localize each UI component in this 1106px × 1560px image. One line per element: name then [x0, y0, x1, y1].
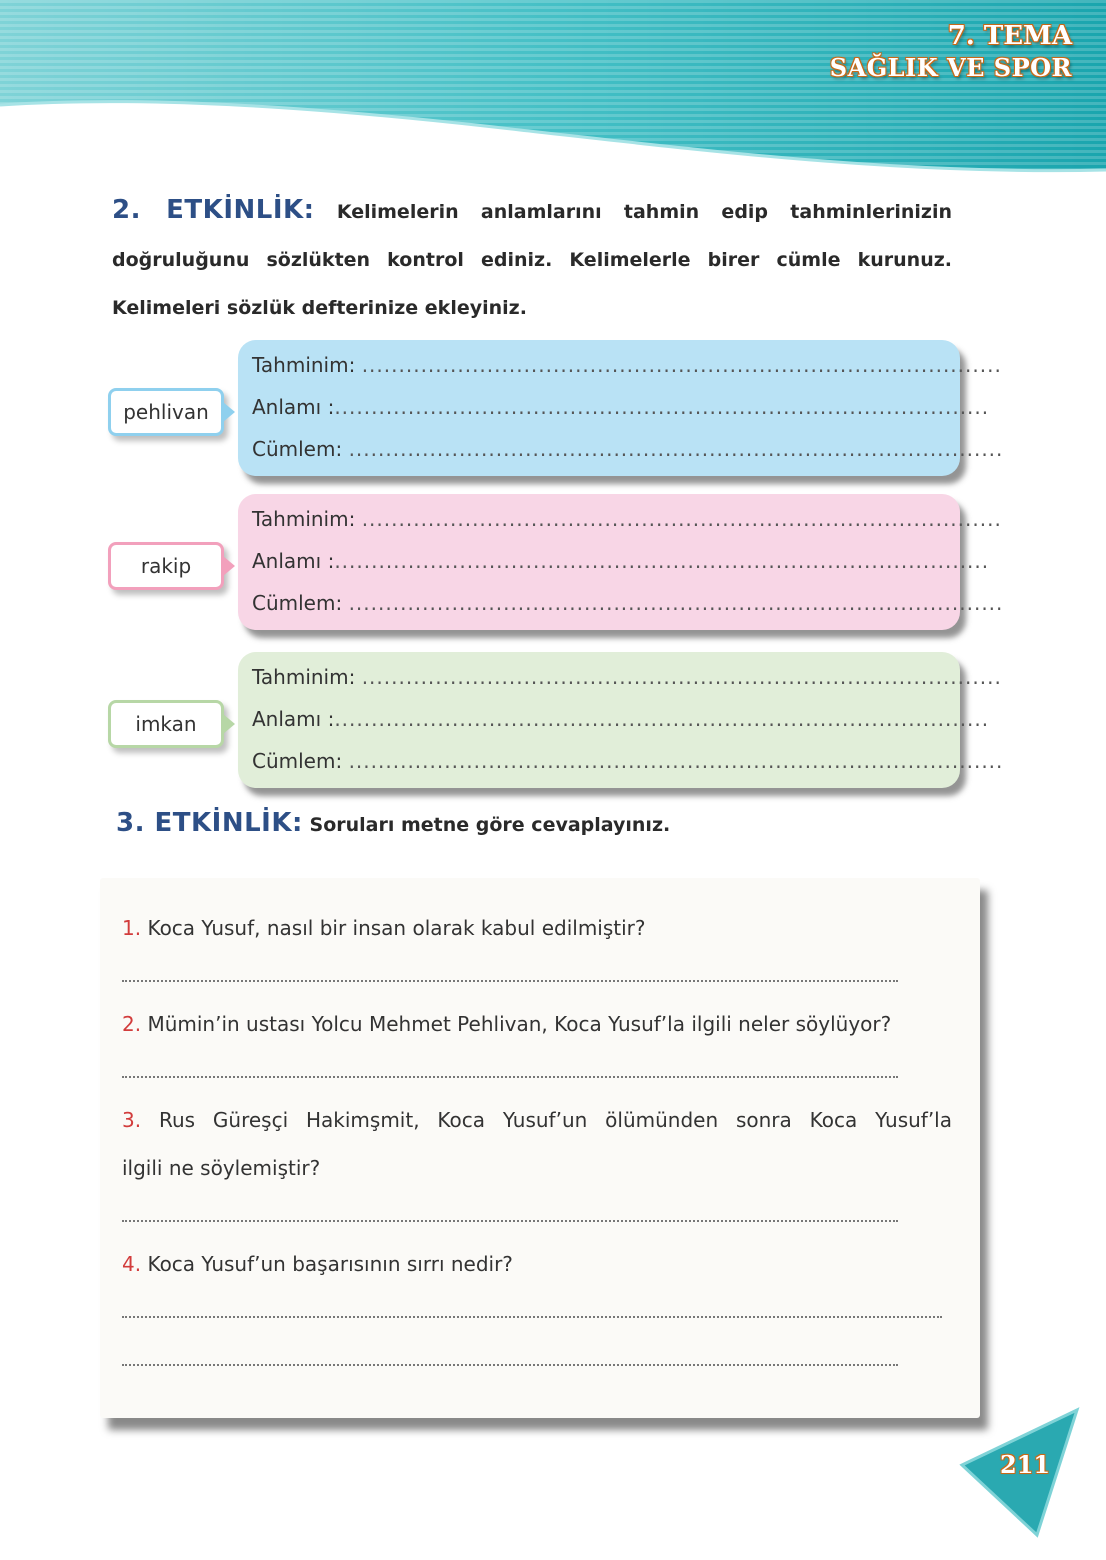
sentence-field[interactable] [252, 740, 1004, 782]
question-number: 2. [122, 1012, 142, 1036]
sentence-dots: ......................................................................................... [348, 437, 1004, 461]
answer-line-1[interactable] [122, 978, 898, 982]
answer-line-3[interactable] [122, 1218, 898, 1222]
meaning-dots: ......................................................................................... [334, 549, 990, 573]
page-number: 211 [1000, 1450, 1051, 1479]
question-text: Mümin’in ustası Yolcu Mehmet Pehlivan, Koca Yusuf’la ilgili neler söylüyor? [147, 1012, 892, 1036]
meaning-dots: ......................................................................................... [334, 707, 990, 731]
meaning-label: Anlamı : [252, 549, 335, 573]
sentence-label: Cümlem: [252, 749, 343, 773]
guess-label: Tahminim: [252, 507, 356, 531]
guess-field[interactable] [252, 344, 1002, 386]
word-tag-imkan: imkan [108, 700, 224, 748]
theme-name: SAĞLIK VE SPOR [829, 53, 1072, 82]
question-text: Koca Yusuf, nasıl bir insan olarak kabul edilmiştir? [147, 916, 646, 940]
question-number: 1. [122, 916, 142, 940]
meaning-dots: ......................................................................................... [334, 395, 990, 419]
sentence-label: Cümlem: [252, 591, 343, 615]
word-box-rakip [238, 494, 1004, 630]
meaning-field[interactable] [252, 698, 990, 740]
question-1 [122, 904, 952, 952]
header-banner [0, 0, 1106, 190]
guess-label: Tahminim: [252, 665, 356, 689]
question-text-cont: ilgili ne söylemiştir? [122, 1156, 321, 1180]
sentence-dots: ......................................................................................... [348, 591, 1004, 615]
question-number: 4. [122, 1252, 142, 1276]
word-box-imkan [238, 652, 1004, 788]
question-4 [122, 1240, 952, 1288]
guess-label: Tahminim: [252, 353, 356, 377]
guess-dots: ....................................................................................... [361, 353, 1002, 377]
question-card [100, 878, 980, 1418]
guess-dots: ....................................................................................... [361, 665, 1002, 689]
question-number: 3. [122, 1108, 142, 1132]
activity3-heading [116, 808, 670, 838]
guess-dots: ....................................................................................... [361, 507, 1002, 531]
answer-line-4a[interactable] [122, 1314, 942, 1318]
question-text: Koca Yusuf’un başarısının sırrı nedir? [147, 1252, 513, 1276]
theme-number: 7. TEMA [947, 21, 1072, 51]
sentence-field[interactable] [252, 428, 1004, 470]
question-3-continued [122, 1144, 952, 1192]
question-text: Rus Güreşçi Hakimşmit, Koca Yusuf’un ölümünden sonra Koca Yusuf’la [158, 1108, 952, 1132]
activity2-label: 2. ETKİNLİK: [112, 195, 315, 225]
sentence-field[interactable] [252, 582, 1004, 624]
sentence-dots: ......................................................................................... [348, 749, 1004, 773]
question-3 [122, 1096, 952, 1144]
activity2-heading [112, 186, 952, 332]
guess-field[interactable] [252, 656, 1002, 698]
word-box-pehlivan [238, 340, 1004, 476]
word-tag-pehlivan: pehlivan [108, 388, 224, 436]
guess-field[interactable] [252, 498, 1002, 540]
meaning-label: Anlamı : [252, 395, 335, 419]
sentence-label: Cümlem: [252, 437, 343, 461]
meaning-field[interactable] [252, 386, 990, 428]
word-tag-rakip: rakip [108, 542, 224, 590]
activity3-instruction: Soruları metne göre cevaplayınız. [309, 814, 671, 836]
activity3-label: 3. ETKİNLİK: [116, 808, 303, 838]
activity2-instruction: Kelimelerin anlamlarını tahmin edip tahminlerinizin doğruluğunu sözlükten kontrol ediniz. Kelimelerle birer cümle kurunuz. Kelimeleri sözlük defterinize ekleyiniz. [112, 201, 952, 319]
meaning-field[interactable] [252, 540, 990, 582]
answer-line-2[interactable] [122, 1074, 898, 1078]
question-2 [122, 1000, 952, 1048]
answer-line-4b[interactable] [122, 1362, 898, 1366]
meaning-label: Anlamı : [252, 707, 335, 731]
theme-title [830, 20, 1072, 84]
